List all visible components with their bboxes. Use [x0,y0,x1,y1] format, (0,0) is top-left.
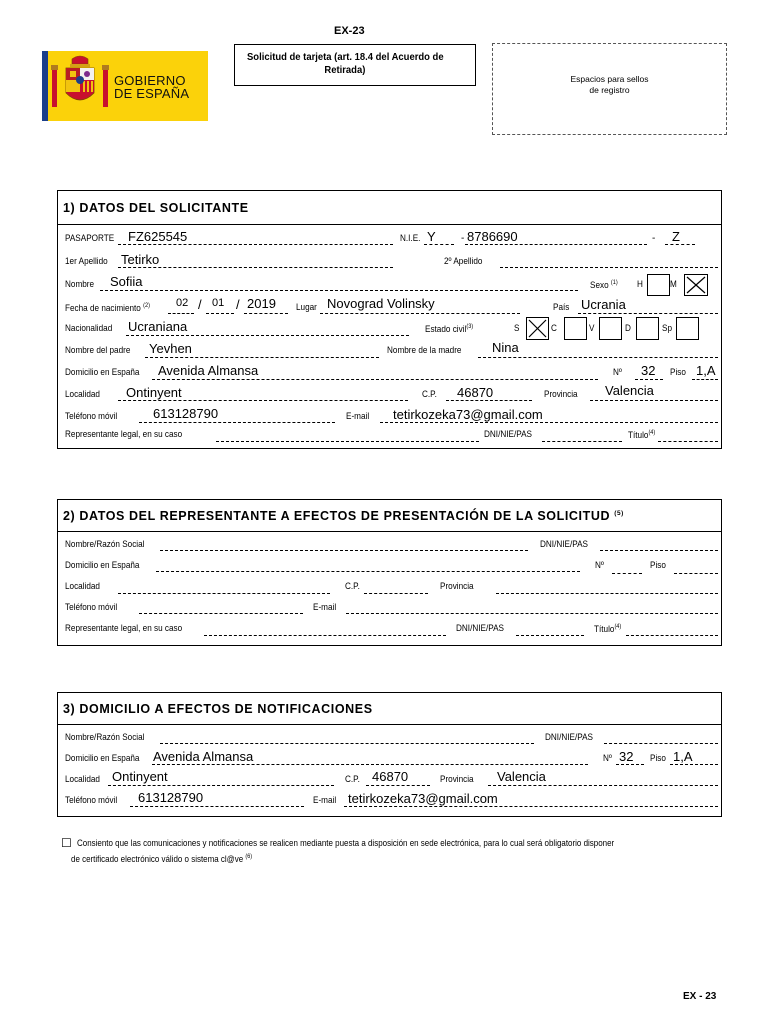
domicilio-value[interactable]: Avenida Almansa [158,363,259,378]
pasaporte-line[interactable] [118,244,393,245]
pais-label: País [553,302,570,313]
s2-titulo-label [594,623,621,635]
email-value[interactable]: tetirkozeka73@gmail.com [393,407,543,422]
form-title-line2: Retirada) [324,64,366,76]
nie-hyphen: - [461,233,465,244]
s2-representante-label: Representante legal, en su caso [65,623,183,634]
stamp-space-text [493,74,726,96]
piso-label: Piso [670,367,686,378]
apellido1-line[interactable] [118,267,393,268]
s2-nombre-label: Nombre/Razón Social [65,539,145,550]
s2-domicilio-line[interactable] [156,571,580,572]
s3-domicilio-value[interactable]: Avenida Almansa [153,749,254,764]
s2-telefono-label: Teléfono móvil [65,602,118,613]
s3-num-line[interactable] [616,764,644,765]
provincia-line[interactable] [590,400,718,401]
domicilio-label: Domicilio en España [65,367,140,378]
fecha-mes-line[interactable] [206,313,234,314]
s3-domicilio-line[interactable] [152,764,588,765]
num-line[interactable] [635,379,663,380]
gobierno-text [114,74,189,100]
madre-label: Nombre de la madre [387,345,462,356]
piso-value[interactable]: 1,A [696,363,716,378]
estado-civil-label [425,323,473,335]
s3-localidad-line[interactable] [108,785,334,786]
s3-email-label: E-mail [313,795,337,806]
telefono-label: Teléfono móvil [65,411,118,422]
titulo-ref: (4) [648,429,656,436]
section2-title-ref: (5) [614,509,624,517]
form-code-footer: EX - 23 [683,991,717,1002]
estado-d-checkbox[interactable] [636,317,659,340]
s2-dni2-label: DNI/NIE/PAS [456,623,504,634]
form-code-top: EX-23 [334,25,365,37]
section3-separator [58,724,721,725]
estado-c-checkbox[interactable] [564,317,587,340]
s2-titulo-line[interactable] [626,635,718,636]
coat-of-arms-emblem [50,55,110,117]
nombre-value[interactable]: Sofiia [110,274,143,289]
s2-provincia-line[interactable] [496,593,718,594]
estado-civil-text: Estado civil [425,324,467,336]
section2-title [63,509,624,523]
localidad-label: Localidad [65,389,100,400]
email-line[interactable] [380,422,718,423]
consent-line2 [71,853,252,865]
gobierno-line1: GOBIERNO [114,73,186,88]
pasaporte-label: PASAPORTE [65,233,115,244]
s3-piso-value[interactable]: 1,A [673,749,693,764]
s2-representante-line[interactable] [204,635,446,636]
estado-civil-ref: (3) [466,323,474,330]
s2-num-line[interactable] [612,573,642,574]
pasaporte-value[interactable]: FZ625545 [128,229,188,244]
section3-title: 3) DOMICILIO A EFECTOS DE NOTIFICACIONES [63,702,373,716]
nombre-label: Nombre [65,279,95,290]
s2-titulo-text: Título [594,624,615,636]
nombre-line[interactable] [100,290,578,291]
s2-domicilio-label: Domicilio en España [65,560,140,571]
s3-cp-value[interactable]: 46870 [372,769,409,784]
representante-dni-label: DNI/NIE/PAS [484,429,532,440]
lugar-value[interactable]: Novograd Volinsky [327,296,435,311]
localidad-value[interactable]: Ontinyent [126,385,182,400]
s3-nombre-label: Nombre/Razón Social [65,732,145,743]
s3-piso-label: Piso [650,753,666,764]
apellido1-value[interactable]: Tetirko [121,252,160,267]
fecha-ref: (2) [143,302,150,309]
madre-line[interactable] [478,357,718,358]
s2-dni2-line[interactable] [516,635,584,636]
estado-s-checkbox[interactable] [526,317,549,340]
stamp-line1: Espacios para sellos [570,74,649,84]
nacionalidad-value[interactable]: Ucraniana [128,319,188,334]
s2-localidad-line[interactable] [118,593,330,594]
s3-provincia-value[interactable]: Valencia [497,769,546,784]
section1-separator [58,224,721,225]
s2-titulo-ref: (4) [614,623,622,630]
pais-value[interactable]: Ucrania [581,297,626,312]
s3-telefono-label: Teléfono móvil [65,795,118,806]
titulo-line[interactable] [658,441,718,442]
s3-telefono-value[interactable]: 613128790 [138,790,204,805]
padre-line[interactable] [145,357,379,358]
section1-title: 1) DATOS DEL SOLICITANTE [63,201,249,215]
apellido1-label: 1er Apellido [65,256,108,267]
padre-value[interactable]: Yevhen [149,341,192,356]
sexo-h-label: H [637,279,643,290]
nacionalidad-label: Nacionalidad [65,323,113,334]
sexo-h-checkbox[interactable] [647,274,670,296]
pais-line[interactable] [578,313,718,314]
provincia-label: Provincia [544,389,578,400]
estado-v-label: V [589,323,595,334]
fecha-dia-line[interactable] [168,313,194,314]
fecha-dia-value[interactable]: 02 [176,297,189,309]
num-value[interactable]: 32 [641,363,656,378]
padre-label: Nombre del padre [65,345,131,356]
lugar-line[interactable] [320,313,520,314]
sexo-m-x-mark [685,275,707,295]
estado-sp-label: Sp [662,323,672,334]
s2-nombre-line[interactable] [160,550,528,551]
s3-provincia-label: Provincia [440,774,474,785]
form-title-box [234,44,476,86]
s3-provincia-line[interactable] [488,785,718,786]
eu-flag-stripe [42,51,48,121]
nie-control-value[interactable]: Z [672,229,680,244]
madre-value[interactable]: Nina [492,340,519,355]
cp-value[interactable]: 46870 [457,385,494,400]
consent-ref: (6) [245,853,253,860]
gobierno-line2: DE ESPAÑA [114,86,190,101]
sexo-label [590,279,618,291]
s2-dni-line[interactable] [600,550,718,551]
fecha-text: Fecha de nacimiento [65,303,141,315]
titulo-label [628,429,655,441]
nie-label: N.I.E. [400,233,421,244]
estado-s-label: S [514,323,520,334]
s3-cp-line[interactable] [366,785,430,786]
consent-checkbox[interactable]: ☐ [61,836,72,850]
sexo-m-checkbox[interactable] [684,274,708,296]
s3-num-label: Nº [603,753,612,764]
s2-piso-line[interactable] [674,573,718,574]
section2-separator [58,531,721,532]
s3-email-value[interactable]: tetirkozeka73@gmail.com [348,791,498,806]
form-title-line1: Solicitud de tarjeta (art. 18.4 del Acuerdo de [247,51,444,63]
s3-domicilio-label: Domicilio en España [65,753,140,764]
nie-number-line[interactable] [465,244,647,245]
s3-nombre-line[interactable] [160,743,534,744]
s2-piso-label: Piso [650,560,666,571]
form-title [247,51,444,77]
fecha-slash2: / [236,297,240,312]
telefono-line[interactable] [139,422,335,423]
s3-dni-line[interactable] [604,743,718,744]
cp-line[interactable] [446,400,532,401]
s2-email-line[interactable] [346,613,718,614]
section2-title-text: 2) DATOS DEL REPRESENTANTE A EFECTOS DE PRESENTACIÓN DE LA SOLICITUD [63,509,611,523]
s2-cp-label: C.P. [345,581,360,592]
fecha-slash1: / [198,297,202,312]
s2-provincia-label: Provincia [440,581,474,592]
nie-hyphen2: - [652,233,656,244]
cp-label: C.P. [422,389,437,400]
telefono-value[interactable]: 613128790 [153,406,219,421]
fecha-anio-value[interactable]: 2019 [247,296,276,311]
estado-c-label: C [551,323,557,334]
titulo-text: Título [628,430,649,442]
estado-d-label: D [625,323,631,334]
lugar-label: Lugar [296,302,317,313]
num-label: Nº [613,367,622,378]
gobierno-logo [42,51,208,121]
s3-dni-label: DNI/NIE/PAS [545,732,593,743]
nie-number-value[interactable]: 8786690 [467,229,518,244]
s3-piso-line[interactable] [670,764,718,765]
nie-control-line[interactable] [665,244,695,245]
representante-dni-line[interactable] [542,441,622,442]
sexo-m-label: M [670,279,677,290]
consent-line1: Consiento que las comunicaciones y notificaciones se realicen mediante puesta a disposición en sede electrónica, para lo cual será obligatorio disponer [77,838,615,849]
s2-localidad-label: Localidad [65,581,100,592]
representante-line[interactable] [216,441,479,442]
nie-letter-line[interactable] [424,244,454,245]
s2-cp-line[interactable] [364,593,428,594]
estado-s-x-mark [527,318,548,339]
localidad-line[interactable] [118,400,408,401]
s3-num-value[interactable]: 32 [619,749,634,764]
s3-localidad-value[interactable]: Ontinyent [112,769,168,784]
stamp-line2: de registro [589,85,630,95]
fecha-anio-line[interactable] [244,313,288,314]
fecha-label [65,302,150,314]
s3-localidad-label: Localidad [65,774,100,785]
s2-email-label: E-mail [313,602,337,613]
consent-line2-text: de certificado electrónico válido o sistema cl@ve [71,854,244,866]
representante-label: Representante legal, en su caso [65,429,183,440]
provincia-value[interactable]: Valencia [605,383,654,398]
piso-line[interactable] [692,379,718,380]
s3-email-line[interactable] [344,806,718,807]
s3-telefono-line[interactable] [130,806,304,807]
nacionalidad-line[interactable] [126,335,409,336]
estado-v-checkbox[interactable] [599,317,622,340]
domicilio-line[interactable] [152,379,598,380]
s2-telefono-line[interactable] [139,613,303,614]
email-label: E-mail [346,411,370,422]
estado-sp-checkbox[interactable] [676,317,699,340]
s3-cp-label: C.P. [345,774,360,785]
sexo-ref: (1) [610,279,618,286]
apellido2-line[interactable] [500,267,718,268]
apellido2-label: 2º Apellido [444,256,483,267]
sexo-text: Sexo [590,280,609,292]
s2-dni-label: DNI/NIE/PAS [540,539,588,550]
nie-letter-value[interactable]: Y [427,229,436,244]
fecha-mes-value[interactable]: 01 [212,297,225,309]
stamp-space-box [492,43,727,135]
s2-num-label: Nº [595,560,604,571]
